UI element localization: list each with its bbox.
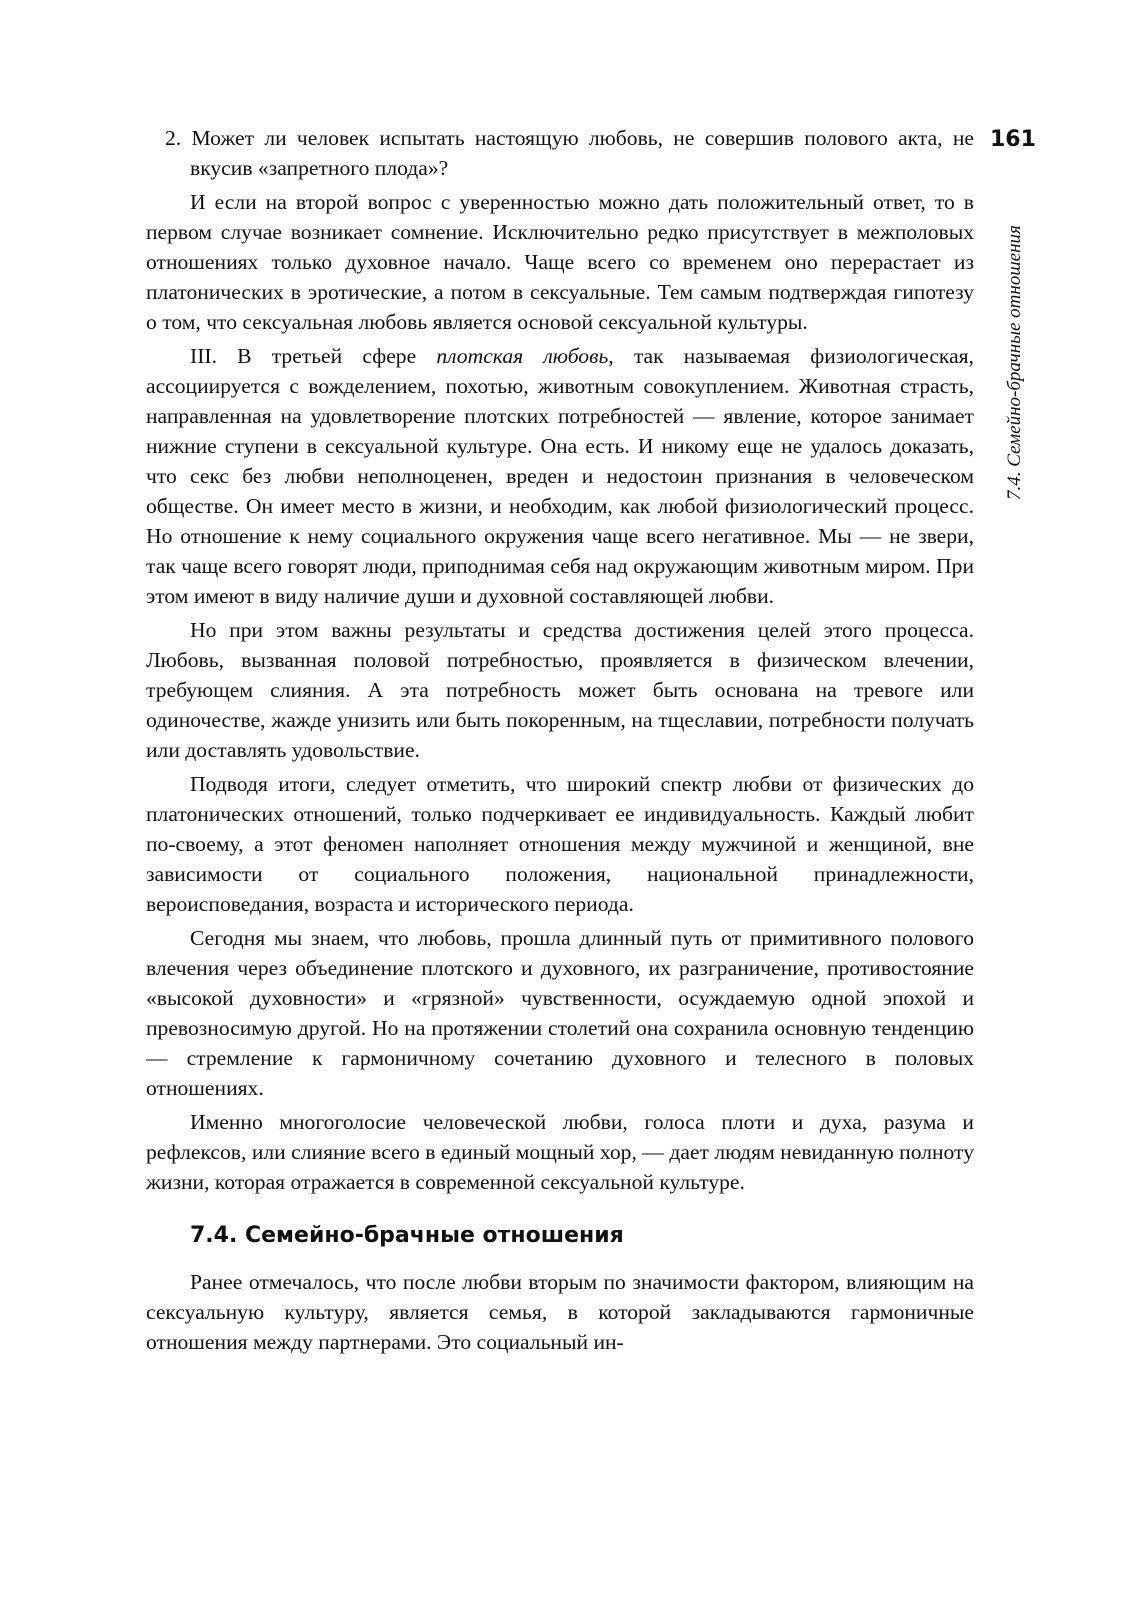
paragraph-2-rest: , так называемая физиологическая, ассоциируется с вожделением, похотью, животным совокуплением. Животная страсть, направленная на удовлетворение плотских потребностей — явление, которое занимает нижние ступени в сексуальной культуре. Она есть. И никому еще не удалось доказать, что секс без любви неполноценен, вреден и недостоин признания в человеческом обществе. Он имеет место в жизни, и необходим, как любой физиологический процесс. Но отношение к нему социального окружения чаще всего негативное. Мы — не звери, так чаще всего говорят люди, приподнимая себя над окружающим животным миром. При этом имеют в виду наличие души и духовной составляющей любви.: [146, 344, 974, 608]
list-item-2: 2. Может ли человек испытать настоящую любовь, не совершив полового акта, не вкусив «запретного плода»?: [165, 126, 974, 180]
page-number: 161: [990, 127, 1036, 152]
paragraph-2-lead: III. В третьей сфере: [190, 344, 437, 368]
paragraph-2: [146, 341, 974, 611]
paragraph-5: Сегодня мы знаем, что любовь, прошла длинный путь от примитивного полового влечения через объединение плотского и духовного, их разграничение, противостояние «высокой духовности» и «грязной» чувственности, осуждаемую одной эпохой и превозносимую другой. Но на протяжении столетий она сохранила основную тенденцию — стремление к гармоничному сочетанию духовного и телесного в половых отношениях.: [146, 926, 974, 1100]
paragraph-3: Но при этом важны результаты и средства достижения целей этого процесса. Любовь, вызванная половой потребностью, проявляется в физическом влечении, требующем слияния. А эта потребность может быть основана на тревоге или одиночестве, жажде унизить или быть покоренным, на тщеславии, потребности получать или доставлять удовольствие.: [146, 618, 974, 762]
paragraph-4: Подводя итоги, следует отметить, что широкий спектр любви от физических до платонических отношений, только подчеркивает ее индивидуальность. Каждый любит по-своему, а этот феномен наполняет отношения между мужчиной и женщиной, вне зависимости от социального положения, национальной принадлежности, вероисповедания, возраста и исторического периода.: [146, 772, 974, 916]
paragraph-2-italic-term: плотская любовь: [436, 344, 609, 368]
paragraph-1: И если на второй вопрос с уверенностью можно дать положительный ответ, то в первом случае возникает сомнение. Исключительно редко присутствует в межполовых отношениях только духовное начало. Чаще всего со временем оно перерастает из платонических в эротические, а потом в сексуальные. Тем самым подтверждая гипотезу о том, что сексуальная любовь является основой сексуальной культуры.: [146, 190, 974, 334]
running-head: 7.4. Семейно-брачные отношения: [1004, 225, 1025, 500]
paragraph-6: Именно многоголосие человеческой любви, голоса плоти и духа, разума и рефлексов, или слияние всего в единый мощный хор, — дает людям невиданную полноту жизни, которая отражается в современной сексуальной культуре.: [146, 1110, 974, 1194]
section-heading: 7.4. Семейно-брачные отношения: [190, 1223, 624, 1248]
page-body: [146, 123, 974, 1357]
paragraph-7: Ранее отмечалось, что после любви вторым по значимости фактором, влияющим на сексуальную культуру, является семья, в которой закладываются гармоничные отношения между партнерами. Это социальный ин-: [146, 1270, 974, 1354]
